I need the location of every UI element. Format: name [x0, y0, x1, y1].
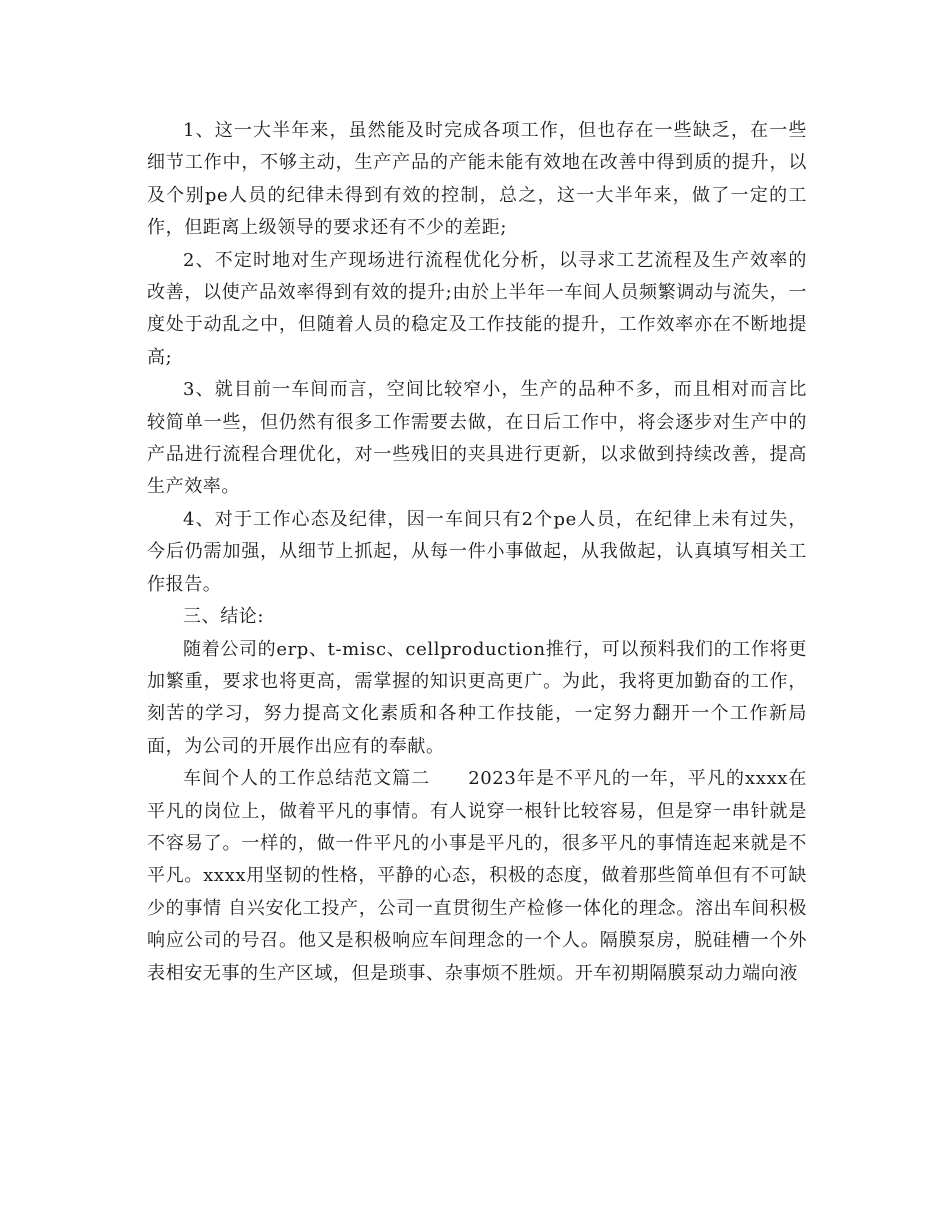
- conclusion-paragraph: 随着公司的erp、t-misc、cellproduction推行，可以预料我们的工作将更加繁重，要求也将更高，需掌握的知识更高更广。为此，我将更加勤奋的工作，刻苦的学习，努力提高文化素质和各种工作技能，一定努力翻开一个工作新局面，为公司的开展作出应有的奉献。: [147, 638, 807, 757]
- paragraph-item-2: 2、不定时地对生产现场进行流程优化分析，以寻求工艺流程及生产效率的改善，以使产品效率得到有效的提升;由於上半年一车间人员频繁调动与流失，一度处于动乱之中，但随着人员的稳定及工作技能的提升，工作效率亦在不断地提高;: [147, 249, 807, 368]
- paragraph-item-1: 1、这一大半年来，虽然能及时完成各项工作，但也存在一些缺乏，在一些细节工作中，不够主动，生产产品的产能未能有效地在改善中得到质的提升，以及个别pe人员的纪律未得到有效的控制，总之，这一大半年来，做了一定的工作，但距离上级领导的要求还有不少的差距;: [147, 120, 807, 239]
- article-two-paragraph: 车间个人的工作总结范文篇二 2023年是不平凡的一年，平凡的xxxx在平凡的岗位上，做着平凡的事情。有人说穿一根针比较容易，但是穿一串针就是不容易了。一样的，做一件平凡的小事是平凡的，很多平凡的事情连起来就是不平凡。xxxx用坚韧的性格，平静的心态，积极的态度，做着那些简单但有不可缺少的事情 自兴安化工投产，公司一直贯彻生产检修一体化的理念。溶出车间积极响应公司的号召。他又是积极响应车间理念的一个人。隔膜泵房，脱硅槽一个外表相安无事的生产区域，但是琐事、杂事烦不胜烦。开车初期隔膜泵动力端向液: [147, 768, 807, 984]
- paragraph-item-4: 4、对于工作心态及纪律，因一车间只有2个pe人员，在纪律上未有过失，今后仍需加强，从细节上抓起，从每一件小事做起，从我做起，认真填写相关工作报告。: [147, 508, 807, 595]
- section-heading-conclusion: 三、结论:: [183, 606, 265, 628]
- document-body: [147, 115, 807, 990]
- paragraph-item-3: 3、就目前一车间而言，空间比较窄小，生产的品种不多，而且相对而言比较简单一些，但仍然有很多工作需要去做，在日后工作中，将会逐步对生产中的产品进行流程合理优化，对一些残旧的夹具进行更新，以求做到持续改善，提高生产效率。: [147, 379, 807, 498]
